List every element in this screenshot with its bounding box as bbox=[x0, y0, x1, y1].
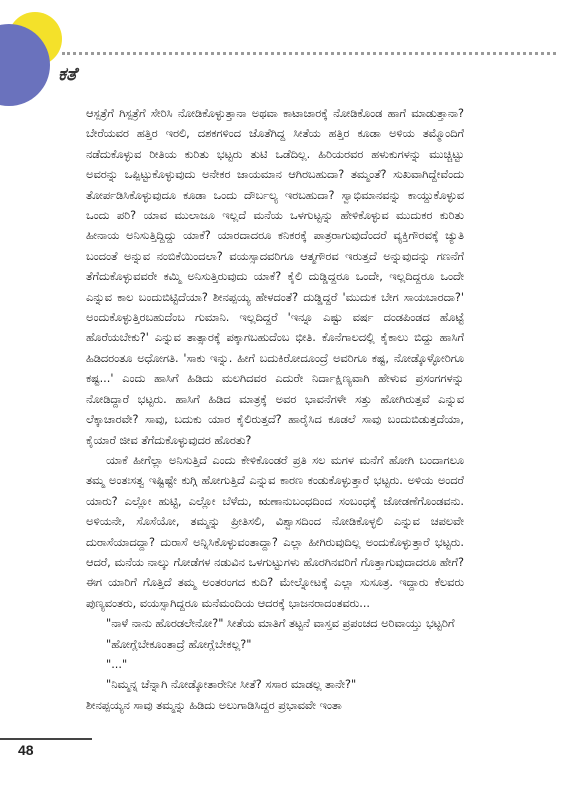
dotted-rule bbox=[62, 52, 556, 55]
paragraph: ಆಸ್ಪತ್ರೆಗೆ ಗಿಸ್ಪತ್ರೆಗೆ ಸೇರಿಸಿ ನೋಡಿಕೊಳ್ಳುತ್ತಾನಾ ಅಥವಾ ಕಾಟಾಚಾರಕ್ಕೆ ನೋಡಿಕೊಂಡ ಹಾಗೆ ಮಾಡುತ್ತಾನಾ? ಬೇರೆಯವರ ಹತ್ತಿರ ಇರಲಿ, ದಶಕಗಳಿಂದ ಜೊತೆಗಿದ್ದ ಸೀತೆಯ ಹತ್ತಿರ ಕೂಡಾ ಅಳಿಯ ತಮ್ಮೊಂದಿಗೆ ನಡೆದುಕೊಳ್ಳುವ ರೀತಿಯ ಕುರಿತು ಭಟ್ಟರು ತುಟಿ ಒಡೆದಿಲ್ಲ. ಹಿರಿಯರವರ ಹಳುಕುಗಳನ್ನು ಮುಚ್ಚಿಟ್ಟು ಅವರನ್ನು ಒಪ್ಪಿಟ್ಟುಕೊಳ್ಳುವುದು ಅನೇಕರ ಜಾಯಮಾನ ಆಗಿರಬಹುದಾ? ತಮ್ಮಂತೆ? ಸುಖವಾಗಿದ್ದೇವೆಂದು ತೋರ್ಪಡಿಸಿಕೊಳ್ಳುವುದೂ ಕೂಡಾ ಒಂದು ದೌರ್ಬಲ್ಯ ಇರಬಹುದಾ? ಸ್ವಾಭಿಮಾನವನ್ನು ಕಾಯ್ದುಕೊಳ್ಳುವ ಒಂದು ಪರಿ? ಯಾವ ಮುಲಾಜೂ ಇಲ್ಲದೆ ಮನೆಯ ಒಳಗುಟ್ಟನ್ನು ಹೇಳಿಕೊಳ್ಳುವ ಮುದುಕರ ಕುರಿತು ಹೀನಾಯ ಅನಿಸುತ್ತಿದ್ದಿದ್ದು ಯಾಕೆ? ಯಾರದಾದರೂ ಕನಿಕರಕ್ಕೆ ಪಾತ್ರರಾಗುವುದೆಂದರೆ ವ್ಯಕ್ತಿಗೌರವಕ್ಕೆ ಚ್ಯುತಿ ಬಂದಂತೆ ಅನ್ನುವ ನಂಬಿಕೆಯಿಂದಲಾ? ವಯಸ್ಸಾದವರಿಗೂ ಆತ್ಮಗೌರವ ಇರುತ್ತದೆ ಅನ್ನುವುದನ್ನು ಗಣನೆಗೆ ತೆಗೆದುಕೊಳ್ಳುವವರೇ ಕಮ್ಮಿ ಅನಿಸುತ್ತಿರುವುದು ಯಾಕೆ? ಕೈಲಿ ದುಡ್ಡಿದ್ದರೂ ಒಂದೇ, ಇಲ್ಲದಿದ್ದರೂ ಒಂದೇ ಎನ್ನುವ ಕಾಲ ಬಂದುಬಿಟ್ಟಿದೆಯಾ? ಶೀನಪ್ಪಯ್ಯ ಹೇಳದಂತೆ? ದುಡ್ಡಿದ್ದರೆ 'ಮುದುಕ ಬೇಗ ಸಾಯಬಾರದಾ?' ಅಂದುಕೊಳ್ಳುತ್ತಿರಬಹುದೆಂಬ ಗುಮಾನಿ. ಇಲ್ಲದಿದ್ದರೆ 'ಇನ್ನೂ ಎಷ್ಟು ವರ್ಷ ದಂಡಪಿಂಡದ ಹೊಟ್ಟೆ ಹೊರೆಯಬೇಕು?' ಎನ್ನುವ ತಾತ್ಸಾರಕ್ಕೆ ಪಕ್ಕಾಗಬಹುದೆಂಬ ಭೀತಿ. ಕೊನೆಗಾಲದಲ್ಲಿ ಕೈಕಾಲು ಬಿದ್ದು ಹಾಸಿಗೆ ಹಿಡಿದರಂತೂ ಅಧೋಗತಿ. 'ಸಾಕು ಇನ್ನು. ಹೀಗೆ ಬದುಕಿರೋದೂಂದ್ರೆ ಅವರಿಗೂ ಕಷ್ಟ, ನೋಡ್ಕೊಳ್ಳೋರಿಗೂ ಕಷ್ಟ...' ಎಂದು ಹಾಸಿಗೆ ಹಿಡಿದು ಮಲಗಿದವರ ಎದುರೇ ನಿರ್ದಾಕ್ಷಿಣ್ಯವಾಗಿ ಹೇಳುವ ಪ್ರಸಂಗಗಳನ್ನು ನೋಡಿದ್ದಾರೆ ಭಟ್ಟರು. ಹಾಸಿಗೆ ಹಿಡಿದ ಮಾತ್ರಕ್ಕೆ ಅವರ ಭಾವನೆಗಳೇ ಸತ್ತು ಹೋಗಿರುತ್ತವೆ ಎನ್ನುವ ಲೆಕ್ಕಾಚಾರವೇ? ಸಾವು, ಬದುಕು ಯಾರ ಕೈಲಿರುತ್ತದೆ? ಹಾರೈಸಿದ ಕೂಡಲೆ ಸಾವು ಬಂದುಬಿಡುತ್ತದೆಯಾ, ಕೈಯಾರೆ ಜೀವ ತೆಗೆದುಕೊಳ್ಳುವುದರ ಹೊರತು? bbox=[86, 107, 464, 447]
footer-rule bbox=[0, 738, 92, 740]
paragraph: "ನಿಮ್ಮನ್ನ ಚೆನ್ನಾಗಿ ನೋಡ್ಕೋತಾರೇನೀ ಸೀತೆ? ಸಸಾರ ಮಾಡಲ್ಲ ತಾನೇ?" bbox=[106, 678, 357, 692]
page-number: 48 bbox=[18, 742, 34, 758]
paragraph: "..." bbox=[106, 657, 128, 671]
article-body bbox=[86, 104, 464, 716]
paragraph: "ನಾಳೆ ನಾನು ಹೊರಡಲೇನೋ?" ಸೀತೆಯ ಮಾತಿಗೆ ತಟ್ಟನೆ ವಾಸ್ತವ ಪ್ರಪಂಚದ ಅರಿವಾಯ್ತು ಭಟ್ಟರಿಗೆ bbox=[106, 617, 455, 631]
section-label: ಕತೆ bbox=[58, 64, 77, 85]
paragraph: "ಹೋಗ್ಲೆಬೇಕೂಂತಾದ್ರೆ ಹೋಗ್ಲೆಬೇಕಲ್ಲ?" bbox=[106, 637, 252, 651]
paragraph: ಶೀನಪ್ಪಯ್ಯನ ಸಾವು ತಮ್ಮನ್ನು ಹಿಡಿದು ಅಲುಗಾಡಿಸಿದ್ದರ ಪ್ರಭಾವವೇ ಇಂತಾ bbox=[86, 698, 342, 712]
paragraph: ಯಾಕೆ ಹೀಗೆಲ್ಲಾ ಅನಿಸುತ್ತಿದೆ ಎಂದು ಕೇಳಿಕೊಂಡರೆ ಪ್ರತಿ ಸಲ ಮಗಳ ಮನೆಗೆ ಹೋಗಿ ಬಂದಾಗಲೂ ತಮ್ಮ ಅಂತಃಸತ್ವ ಇಷ್ಟಿಷ್ಟೇ ಕುಗ್ಗಿ ಹೋಗುತ್ತಿದೆ ಎನ್ನುವ ಕಾರಣ ಕಂಡುಕೊಳ್ಳುತ್ತಾರೆ ಭಟ್ಟರು. ಅಳಿಯ ಅಂದರೆ ಯಾರು? ಎಲ್ಲೋ ಹುಟ್ಟಿ, ಎಲ್ಲೋ ಬೆಳೆದು, ಋಣಾನುಬಂಧದಿಂದ ಸಂಬಂಧಕ್ಕೆ ಜೋಡಣೆಗೊಂಡವನು. ಅಳಿಯನೇ, ಸೊಸೆಯೋ, ತಮ್ಮನ್ನು ಪ್ರೀತಿಸಲಿ, ವಿಶ್ವಾಸದಿಂದ ನೋಡಿಕೊಳ್ಳಲಿ ಎನ್ನುವ ಚಪಲವೇ ದುರಾಸೆಯಾದದ್ದಾ? ದುರಾಸೆ ಅನ್ನಿಸಿಕೊಳ್ಳುವಂತಾದ್ದಾ? ಎಲ್ಲಾ ಹೀಗಿರುವುದಿಲ್ಲ ಅಂದುಕೊಳ್ಳುತ್ತಾರೆ ಭಟ್ಟರು. ಆದರೆ, ಮನೆಯ ನಾಲ್ಕು ಗೋಡೆಗಳ ನಡುವಿನ ಒಳಗುಟ್ಟುಗಳು ಹೊರಗಿನವರಿಗೆ ಗೊತ್ತಾಗುವುದಾದರೂ ಹೇಗೆ? ಈಗ ಯಾರಿಗೆ ಗೊತ್ತಿದೆ ತಮ್ಮ ಅಂತರಂಗದ ಕುದಿ? ಮೇಲ್ನೋಟಕ್ಕೆ ಎಲ್ಲಾ ಸುಸೂತ್ರ. ಇದ್ದಾರು ಕೆಲವರು ಪುಣ್ಯವಂತರು, ವಯಸ್ಸಾಗಿದ್ದರೂ ಮನೆಮಂದಿಯ ಆದರಕ್ಕೆ ಭಾಜನರಾದಂತವರು... bbox=[86, 453, 464, 610]
